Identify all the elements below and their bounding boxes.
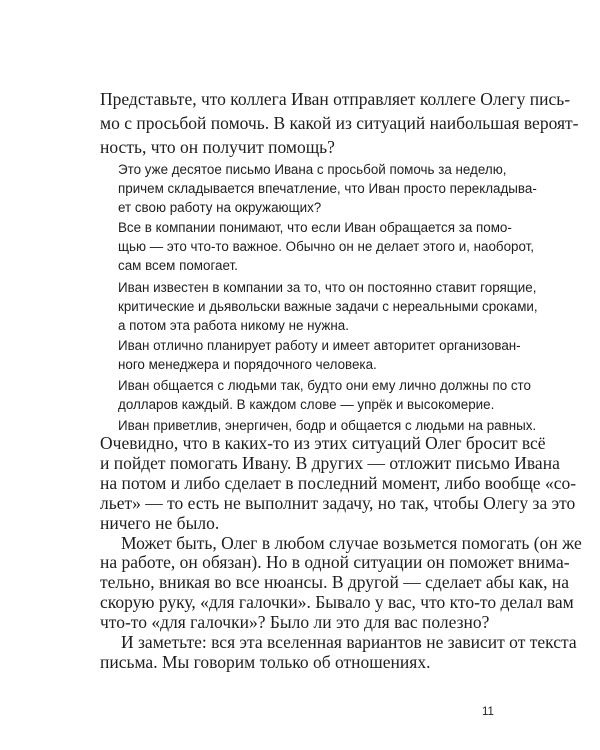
situation-6-line-1: Иван приветлив, энергичен, бодр и общается с людьми на равных. <box>118 418 537 433</box>
page-number: 11 <box>482 706 494 718</box>
body-paragraph-2-line-2: на работе, он обязан). Но в одной ситуации он поможет внима- <box>100 552 570 573</box>
body-paragraph-2-line-1: Может быть, Олег в любом случае возьмется помогать (он же <box>121 532 582 553</box>
situation-3-line-1: Иван известен в компании за то, что он постоянно ставит горящие, <box>118 280 537 295</box>
situation-3-line-2: критические и дьявольски важные задачи с нереальными сроками, <box>118 299 538 314</box>
situation-2-line-3: сам всем помогает. <box>118 258 238 273</box>
situation-5-line-1: Иван общается с людьми так, будто они ему лично должны по сто <box>118 378 531 393</box>
body-paragraph-1-line-2: и пойдет помогать Ивану. В других — отложит письмо Ивана <box>100 452 560 473</box>
situation-1-line-1: Это уже десятое письмо Ивана с просьбой помочь за неделю, <box>118 162 507 177</box>
body-paragraph-1-line-3: на потом и либо сделает в последний момент, либо вообще «со- <box>100 472 577 493</box>
intro-line-2: мо с просьбой помочь. В какой из ситуаций наибольшая вероят- <box>100 113 579 133</box>
body-paragraph-2-line-5: что-то «для галочки»? Было ли это для вас полезно? <box>100 612 490 633</box>
body-paragraph-1-line-5: ничего не было. <box>100 512 220 533</box>
intro-line-1: Представьте, что коллега Иван отправляет коллеге Олегу пись- <box>100 89 571 109</box>
situation-2-line-1: Все в компании понимают, что если Иван обращается за помо- <box>118 220 512 235</box>
situation-3-line-3: а потом эта работа никому не нужна. <box>118 318 349 333</box>
situation-1-line-2: причем складывается впечатление, что Иван просто перекладыва- <box>118 181 537 196</box>
body-paragraph-1-line-1: Очевидно, что в каких-то из этих ситуаций Олег бросит всё <box>100 433 546 453</box>
situation-4-line-2: ного менеджера и порядочного человека. <box>118 357 377 372</box>
situation-5-line-2: долларов каждый. В каждом слове — упрёк и высокомерие. <box>118 397 495 412</box>
situation-2-line-2: щью — это что-то важное. Обычно он не делает этого и, наоборот, <box>118 239 534 254</box>
body-paragraph-3-line-1: И заметьте: вся эта вселенная вариантов не зависит от текста <box>121 632 577 652</box>
situation-4-line-1: Иван отлично планирует работу и имеет авторитет организован- <box>118 338 521 353</box>
body-paragraph-2-line-4: скорую руку, «для галочки». Бывало у вас, что кто-то делал вам <box>100 592 574 613</box>
body-paragraph-3-line-2: письма. Мы говорим только об отношениях. <box>100 651 431 672</box>
body-paragraph-2-line-3: тельно, вникая во все нюансы. В другой — сделает абы как, на <box>100 572 570 593</box>
situation-1-line-3: ет свою работу на окружающих? <box>118 200 322 215</box>
body-paragraph-1-line-4: льет» — то есть не выполнит задачу, но так, чтобы Олегу за это <box>100 492 576 513</box>
intro-line-3: ность, что он получит помощь? <box>100 137 335 157</box>
